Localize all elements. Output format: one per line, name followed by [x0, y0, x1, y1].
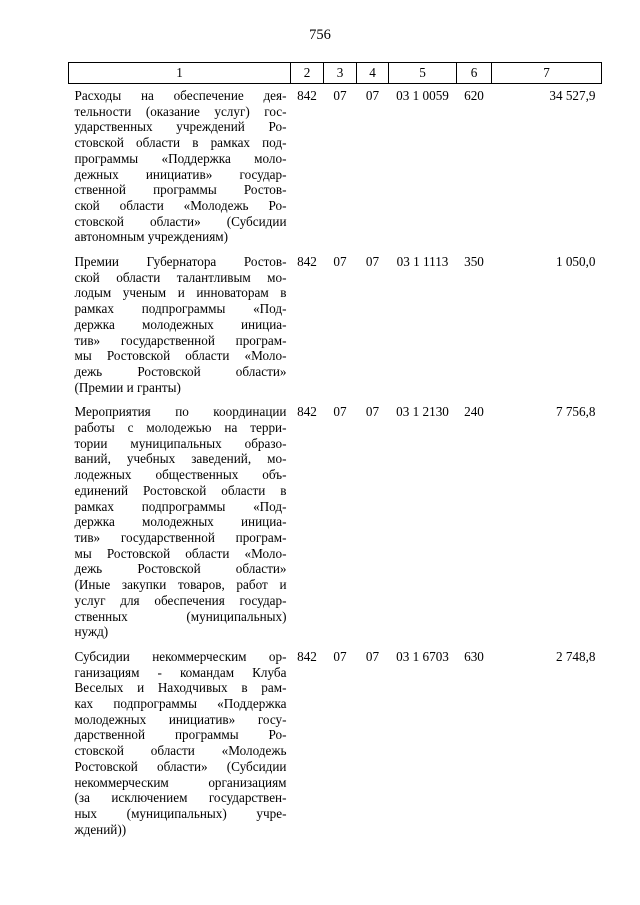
table-row	[69, 250, 602, 400]
description-line: единений Ростовской области в	[74, 482, 287, 498]
description-line: тельности (оказание услуг) гос-	[74, 103, 287, 119]
description-line: услуг для обеспечения государ-	[74, 592, 287, 608]
column-header-1: 1	[69, 63, 291, 84]
description-line: ках подпрограммы «Поддержка	[74, 696, 287, 712]
cell-code-5: 03 1 1113	[396, 254, 449, 270]
cell-code-5: 03 1 2130	[396, 404, 449, 420]
cell-code-4: 07	[365, 648, 380, 664]
cell-code-2: 842	[297, 404, 317, 420]
description-line: дежь Ростовской области»	[74, 363, 287, 379]
description-line: стовской области «Молодежь	[74, 743, 287, 759]
cell-description	[69, 645, 291, 842]
description-line: мы Ростовской области «Моло-	[74, 348, 287, 364]
cell-description	[69, 250, 291, 400]
cell-code-4: 07	[365, 88, 380, 103]
column-header-7: 7	[492, 63, 602, 84]
description-line: некоммерческим организациям	[74, 774, 287, 790]
description-line: (Премии и гранты)	[74, 379, 181, 395]
description-line: держка молодежных инициа-	[74, 514, 287, 530]
budget-table	[68, 62, 602, 842]
column-header-5: 5	[389, 63, 457, 84]
cell-code-2: 842	[297, 648, 317, 664]
cell-code-3: 07	[333, 254, 347, 270]
column-header-6: 6	[457, 63, 492, 84]
description-line: автономным учреждениям)	[74, 229, 229, 245]
description-line: ждений))	[74, 821, 127, 837]
table-row	[69, 400, 602, 645]
table-row	[69, 645, 602, 842]
description-line: стовской области» (Субсидии	[74, 213, 287, 229]
description-line: рамках подпрограммы «Под-	[74, 301, 287, 317]
cell-amount: 7 756,8	[555, 404, 596, 420]
cell-code-3: 07	[333, 648, 347, 664]
description-line: ственной программы Ростов-	[74, 182, 287, 198]
description-line: Веселых и Находчивых в рам-	[74, 680, 287, 696]
cell-code-4: 07	[365, 404, 380, 420]
description-line: нужд)	[74, 624, 109, 640]
cell-code-3: 07	[333, 88, 347, 103]
table-header-row	[69, 63, 602, 84]
description-line: Мероприятия по координации	[74, 404, 287, 420]
cell-code-6: 350	[464, 254, 484, 270]
cell-code-5: 03 1 6703	[396, 648, 449, 664]
cell-code-6: 630	[464, 648, 484, 664]
description-line: Субсидии некоммерческим ор-	[74, 648, 287, 664]
description-line: молодежных инициатив» госу-	[74, 711, 287, 727]
description-line: дарственной программы Ро-	[74, 727, 287, 743]
cell-description	[69, 84, 291, 251]
cell-code-6: 620	[464, 88, 484, 103]
description-line: Ростовской области» (Субсидии	[74, 758, 287, 774]
description-line: ваний, учебных заведений, мо-	[74, 451, 287, 467]
description-line: дежных инициатив» государ-	[74, 166, 287, 182]
page-number: 756	[309, 27, 331, 43]
cell-code-5: 03 1 0059	[396, 88, 449, 103]
cell-code-2: 842	[297, 254, 317, 270]
description-line: ской области талантливым мо-	[74, 269, 287, 285]
description-line: тории муниципальных образо-	[74, 435, 287, 451]
description-line: работы с молодежью на терри-	[74, 420, 287, 436]
description-line: тив» государственной програм-	[74, 529, 287, 545]
description-line: ственных (муниципальных)	[74, 608, 287, 624]
cell-amount: 34 527,9	[549, 88, 596, 103]
description-line: держка молодежных инициа-	[74, 316, 287, 332]
description-line: ской области «Молодежь Ро-	[74, 197, 287, 213]
cell-code-3: 07	[333, 404, 347, 420]
description-line: ганизациям - командам Клуба	[74, 664, 287, 680]
description-line: (за исключением государствен-	[74, 790, 287, 806]
description-line: дежь Ростовской области»	[74, 561, 287, 577]
description-line: тив» государственной програм-	[74, 332, 287, 348]
description-line: рамках подпрограммы «Под-	[74, 498, 287, 514]
description-line: (Иные закупки товаров, работ и	[74, 577, 287, 593]
table-row	[69, 84, 602, 251]
cell-code-6: 240	[464, 404, 484, 420]
cell-code-2: 842	[297, 88, 317, 103]
description-line: Расходы на обеспечение дея-	[74, 88, 287, 103]
cell-code-4: 07	[365, 254, 380, 270]
description-line: Премии Губернатора Ростов-	[74, 254, 287, 270]
description-line: ных (муниципальных) учре-	[74, 805, 287, 821]
description-line: лодежных общественных объ-	[74, 467, 287, 483]
description-line: мы Ростовской области «Моло-	[74, 545, 287, 561]
description-line: лодым ученым и инноваторам в	[74, 285, 287, 301]
cell-description	[69, 400, 291, 645]
cell-amount: 1 050,0	[555, 254, 596, 270]
description-line: стовской области в рамках под-	[74, 135, 287, 151]
cell-amount: 2 748,8	[555, 648, 596, 664]
column-header-2: 2	[291, 63, 324, 84]
description-line: ударственных учреждений Ро-	[74, 119, 287, 135]
column-header-3: 3	[324, 63, 357, 84]
description-line: программы «Поддержка моло-	[74, 150, 287, 166]
column-header-4: 4	[357, 63, 389, 84]
